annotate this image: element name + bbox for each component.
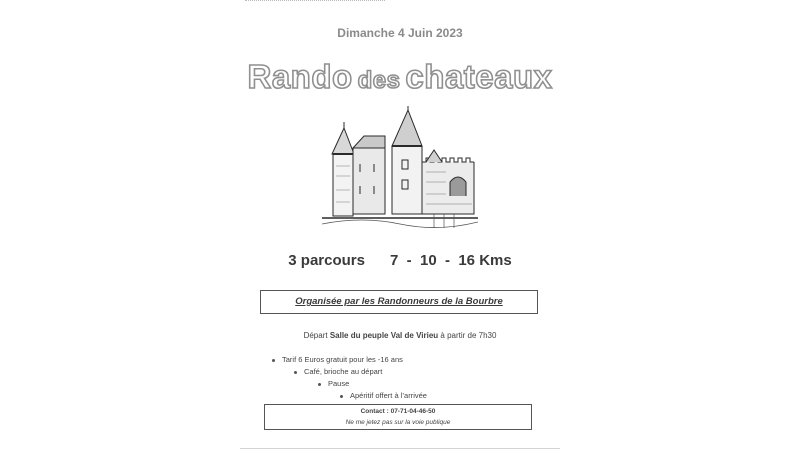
list-item: Pause [318,379,349,388]
contact-notice: Ne me jetez pas sur la voie publique [345,419,451,426]
parcours-line [0,252,800,269]
depart-suffix: à partir de 7h30 [440,331,497,340]
castle-drawing-icon [322,106,478,230]
organiser-box [260,290,538,314]
top-dotted-rule [245,0,385,2]
bullet-dot-icon [272,359,275,362]
contact-box [264,404,532,430]
list-item: Tarif 6 Euros gratuit pour les -16 ans [272,355,403,364]
bottom-rule [240,448,560,449]
depart-line [0,331,800,340]
list-item: Café, brioche au départ [294,367,382,376]
depart-prefix: Départ [303,331,328,340]
event-title [0,58,800,96]
organiser-text: Organisée par les Randonneurs de la Bourbre [295,296,503,307]
parcours-label: 3 parcours [288,252,365,269]
title-des: des [357,67,401,94]
bullet-dot-icon [340,395,343,398]
parcours-distances: 7 - 10 - 16 Kms [389,252,512,269]
bullet-dot-icon [318,383,321,386]
contact-phone: Contact : 07-71-04-46-50 [360,408,436,415]
bullet-dot-icon [294,371,297,374]
list-item: Apéritif offert à l’arrivée [340,391,427,400]
title-chateaux: chateaux [405,58,553,95]
title-rando: Rando [247,58,353,95]
event-date: Dimanche 4 Juin 2023 [337,26,463,40]
depart-place: Salle du peuple Val de Virieu [329,331,439,340]
